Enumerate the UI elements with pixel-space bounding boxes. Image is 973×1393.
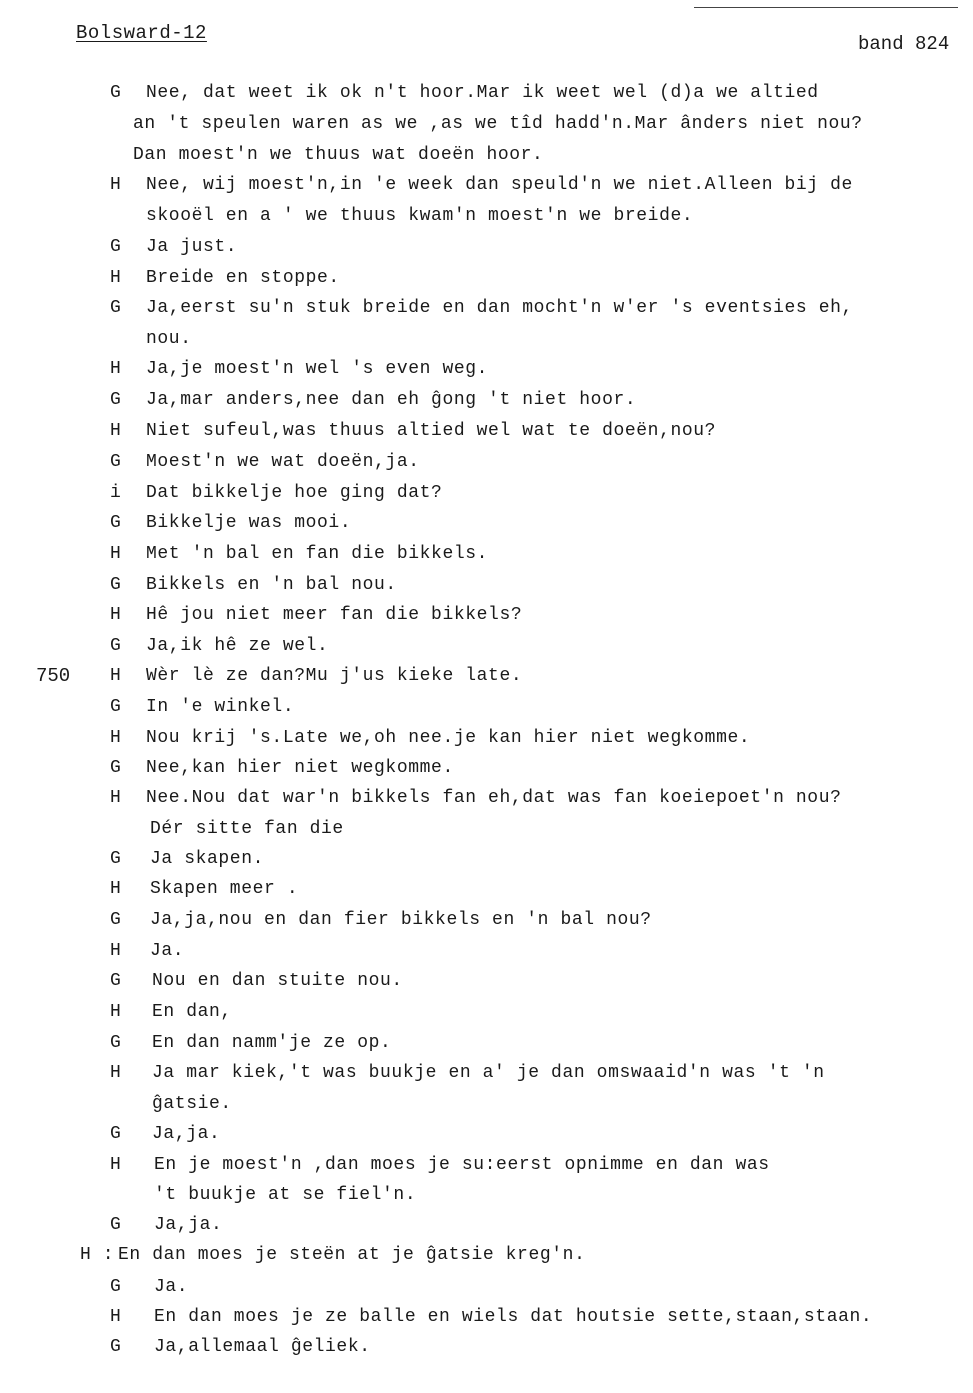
utterance-text: Ja,eerst su'n stuk breide en dan mocht'n w'er 's eventsies eh, [146,298,853,318]
speaker-label: G [110,452,122,472]
utterance-text: En dan, [152,1002,232,1022]
speaker-label: H [110,1002,122,1022]
utterance-text: Ja,je moest'n wel 's even weg. [146,359,489,379]
utterance-text: Ja,mar anders,nee dan eh ĝong 't niet hoor. [146,390,637,410]
speaker-label: G [110,849,122,869]
speaker-label: G [110,513,122,533]
utterance-text: Ja,ja,nou en dan fier bikkels en 'n bal nou? [150,910,652,930]
speaker-label: G [110,1215,122,1235]
utterance-text: Ja. [154,1277,189,1297]
utterance-text: ĝatsie. [152,1094,232,1114]
speaker-label: G [110,390,122,410]
utterance-text: Ja skapen. [150,849,265,869]
speaker-label: G [110,83,122,103]
utterance-text: Ja,allemaal ĝeliek. [154,1337,371,1357]
speaker-label: G [110,1033,122,1053]
utterance-text: En dan namm'je ze op. [152,1033,392,1053]
document-title: Bolsward-12 [76,22,207,44]
speaker-label: H [110,1063,122,1083]
speaker-label: G [110,971,122,991]
speaker-label: H [110,421,122,441]
utterance-text: Ja. [150,941,185,961]
utterance-text: Skapen meer . [150,879,299,899]
utterance-text: Dér sitte fan die [150,819,344,839]
speaker-label: G [110,697,122,717]
speaker-label: G [110,910,122,930]
utterance-text: Ja mar kiek,'t was buukje en a' je dan omswaaid'n was 't 'n [152,1063,825,1083]
utterance-text: In 'e winkel. [146,697,295,717]
speaker-label: H [110,544,122,564]
speaker-label: H [110,268,122,288]
utterance-text: Wèr lè ze dan?Mu j'us kieke late. [146,666,523,686]
speaker-label: G [110,298,122,318]
utterance-text: skooël en a ' we thuus kwam'n moest'n we breide. [146,206,694,226]
speaker-label: i [110,483,122,503]
speaker-label: H [110,879,122,899]
speaker-label: H [110,1307,122,1327]
speaker-label: G [110,1277,122,1297]
speaker-label: G [110,636,122,656]
utterance-text: Niet sufeul,was thuus altied wel wat te doeën,nou? [146,421,717,441]
speaker-label: H [110,941,122,961]
utterance-text: En je moest'n ,dan moes je su:eerst opnimme en dan was [154,1155,770,1175]
utterance-text: Met 'n bal en fan die bikkels. [146,544,489,564]
speaker-label: H [110,666,122,686]
utterance-text: Nee,kan hier niet wegkomme. [146,758,454,778]
utterance-text: Bikkelje was mooi. [146,513,352,533]
utterance-text: nou. [146,329,192,349]
utterance-text: Ja,ja. [152,1124,221,1144]
speaker-label: H [110,605,122,625]
utterance-text: Nee, dat weet ik ok n't hoor.Mar ik weet wel (d)a we altied [146,83,819,103]
speaker-label: G [110,1124,122,1144]
utterance-text: Nou krij 's.Late we,oh nee.je kan hier niet wegkomme. [146,728,751,748]
speaker-label: H [110,788,122,808]
speaker-label: G [110,1337,122,1357]
utterance-text: Ja,ja. [154,1215,223,1235]
margin-line-number: 750 [36,665,71,687]
utterance-text: 't buukje at se fiel'n. [154,1185,417,1205]
speaker-label: H : [80,1245,115,1265]
utterance-text: Dan moest'n we thuus wat doeën hoor. [133,145,544,165]
utterance-text: Ja just. [146,237,238,257]
utterance-text: Dat bikkelje hoe ging dat? [146,483,443,503]
utterance-text: Moest'n we wat doeën,ja. [146,452,420,472]
utterance-text: En dan moes je steën at je ĝatsie kreg'n. [118,1245,586,1265]
speaker-label: H [110,359,122,379]
utterance-text: Nee.Nou dat war'n bikkels fan eh,dat was fan koeiepoet'n nou? [146,788,842,808]
speaker-label: H [110,175,122,195]
utterance-text: Breide en stoppe. [146,268,340,288]
band-number: band 824 [858,33,950,55]
utterance-text: an 't speulen waren as we ,as we tîd hadd'n.Mar ânders niet nou? [133,114,863,134]
speaker-label: H [110,728,122,748]
utterance-text: Nou en dan stuite nou. [152,971,403,991]
speaker-label: G [110,575,122,595]
utterance-text: Bikkels en 'n bal nou. [146,575,397,595]
speaker-label: G [110,237,122,257]
speaker-label: G [110,758,122,778]
utterance-text: En dan moes je ze balle en wiels dat houtsie sette,staan,staan. [154,1307,873,1327]
speaker-label: H [110,1155,122,1175]
utterance-text: Hê jou niet meer fan die bikkels? [146,605,523,625]
utterance-text: Nee, wij moest'n,in 'e week dan speuld'n we niet.Alleen bij de [146,175,853,195]
top-rule [694,7,958,8]
utterance-text: Ja,ik hê ze wel. [146,636,329,656]
